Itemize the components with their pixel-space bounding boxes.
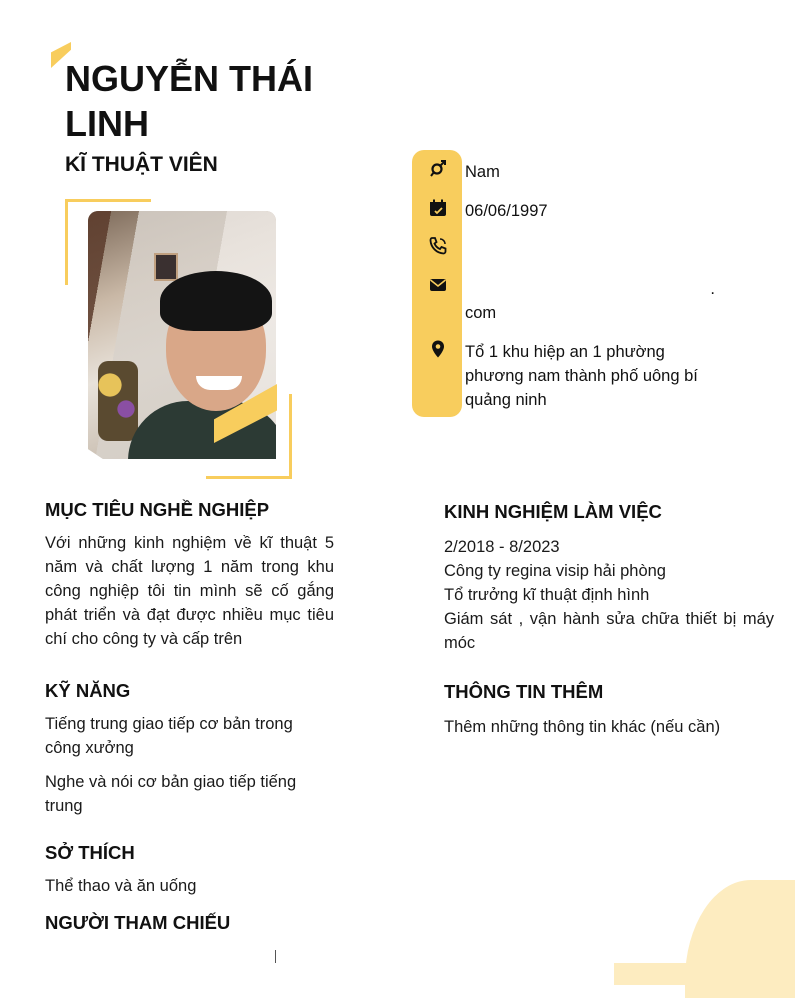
address-value: Tổ 1 khu hiệp an 1 phường phương nam thành phố uông bí quảng ninh	[465, 343, 698, 409]
hobbies-title: SỞ THÍCH	[45, 842, 135, 863]
experience-period: 2/2018 - 8/2023	[444, 538, 560, 556]
experience-position: Tổ trưởng kĩ thuật định hình	[444, 586, 650, 604]
email-value-line2: com	[465, 304, 497, 322]
decorative-bar	[614, 963, 795, 985]
location-pin-icon	[428, 339, 448, 359]
additional-info-title: THÔNG TIN THÊM	[444, 681, 604, 702]
email-value-line1: .	[710, 280, 715, 298]
additional-info-text: Thêm những thông tin khác (nếu cần)	[444, 718, 721, 736]
phone-icon	[428, 236, 448, 256]
skill-item: Nghe và nói cơ bản giao tiếp tiếng trung	[45, 773, 297, 815]
gender-value: Nam	[465, 163, 500, 181]
experience-description: Giám sát , vận hành sửa chữa thiết bị máy móc	[444, 610, 774, 652]
skill-item: Tiếng trung giao tiếp cơ bản trong công xưởng	[45, 715, 293, 757]
references-text-cursor	[275, 950, 276, 963]
skills-title: KỸ NĂNG	[45, 680, 131, 701]
calendar-icon	[428, 198, 448, 218]
references-title: NGƯỜI THAM CHIẾU	[45, 912, 231, 933]
birthdate-value: 06/06/1997	[465, 202, 548, 220]
hobbies-text: Thể thao và ăn uống	[45, 877, 197, 895]
objective-text: Với những kinh nghiệm về kĩ thuật 5 năm và chất lượng 1 năm trong khu công nghiệp tôi tin mình sẽ cố gắng phát triển và đạt được nhiều mục tiêu chí cho công ty và cấp trên	[45, 534, 334, 648]
objective-title: MỤC TIÊU NGHỀ NGHIỆP	[45, 499, 270, 520]
photo-frame-bottom-right	[206, 394, 292, 479]
candidate-name: NGUYỄN THÁI LINH	[65, 58, 314, 144]
envelope-icon	[428, 275, 448, 295]
experience-title: KINH NGHIỆM LÀM VIỆC	[444, 501, 662, 522]
experience-company: Công ty regina visip hải phòng	[444, 562, 666, 580]
job-title: KĨ THUẬT VIÊN	[65, 153, 218, 176]
gender-icon	[428, 159, 448, 179]
